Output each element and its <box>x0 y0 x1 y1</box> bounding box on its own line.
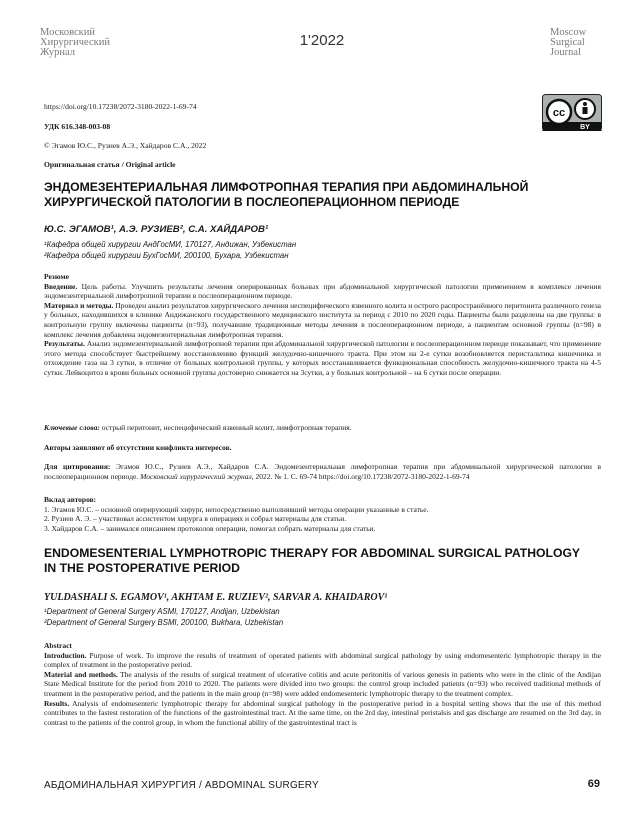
affiliation-ru-1: ¹Кафедра общей хирургии АндГосМИ, 170127, Андижан, Узбекистан <box>44 240 297 249</box>
logo-en-line2: Surgical <box>550 37 585 48</box>
doi-link[interactable]: https://doi.org/10.17238/2072-3180-2022-1-69-74 <box>44 102 197 111</box>
title-ru <box>44 180 604 210</box>
cite-text-1: Эгамов Ю.С., Рузиев А.Э., Хайдаров С.А. Эндомезентериальная лимфотропная терапия при абдоминальной хирургической патологии в послеоперационном периоде. <box>44 462 601 481</box>
conflict-statement: Авторы заявляют об отсутствии конфликта интересов. <box>44 443 232 452</box>
page-number: 69 <box>587 778 600 790</box>
affiliation-en-2: ²Department of General Surgery BSMI, 200100, Bukhara, Uzbekistan <box>44 618 284 627</box>
citation-ru <box>44 462 601 481</box>
methods-label: Материал и методы. <box>44 300 114 310</box>
logo-en-line1: Moscow <box>550 27 587 38</box>
abstract-results <box>44 699 601 728</box>
logo-ru-line3: Журнал <box>40 47 76 58</box>
affiliation-en-1: ¹Department of General Surgery ASMI, 170127, Andijan, Uzbekistan <box>44 607 280 616</box>
contrib-3: 3. Хайдаров С.А. – занимался описанием протоколов операции, помогал собрать материалы для статьи. <box>44 523 376 533</box>
issue-number: 1'2022 <box>299 32 345 49</box>
abstract-en <box>44 641 601 727</box>
contrib-2: 2. Рузиев А. Э. – участвовал ассистентом хирурга в операциях и собрал материалы для статьи. <box>44 514 347 524</box>
by-label: BY <box>580 124 590 131</box>
intro-label: Введение. <box>44 281 78 291</box>
article-type: Оригинальная статья / Original article <box>44 160 176 169</box>
methods-text-en: The analysis of the results of surgical treatment of ulcerative colitis and acute peritonitis of various genesis in patients who were in the clinic of the Andijan State Medical Institute for the period from 2010 to 2020. The patients were divided into two groups: the control group included patients (n=93) who received traditional methods of treatment in the postoperative period, and the patients in the main group (n=98) were added endomesenteric lymphotropic therapy to the treatment complex. <box>44 669 601 698</box>
authors-en: YULDASHALI S. EGAMOV¹, AKHTAM E. RUZIEV², SARVAR A. KHAIDAROV¹ <box>44 592 388 603</box>
title-ru-line2: ХИРУРГИЧЕСКОЙ ПАТОЛОГИИ В ПОСЛЕОПЕРАЦИОННОМ ПЕРИОДЕ <box>44 195 460 209</box>
intro-text: Цель работы. Улучшить результаты лечения оперированных больных при абдоминальной хирургической патологии применением в комплексе лечения эндомезентериальной лимфотропной терапии в послеоперационном периоде. <box>44 281 601 301</box>
person-icon <box>583 102 587 106</box>
methods-text: Проведен анализ результатов хирургического лечения неспецифического язвенного колита и острого распространённого перитонита различного генеза у больных, находившихся в клинике Андижанского государственного медицинского института за период с 2010 по 2020 годы. Пациенты были разделены на две группы: в контрольную группу включены пациенты (n=93), получавшие традиционные методы лечения в послеоперационном периоде, а пациентам основной группы (n=98) в комплекс лечения добавлена эндомезентериальная лимфотропная терапия. <box>44 300 601 339</box>
results-text-en: Analysis of endomesenteric lymphotropic therapy for abdominal surgical pathology in the postoperative period in a hospital setting shows that the use of this method contributes to the fastest restoration of the functions of the gastrointestinal tract. At the same time, on the 2rd day, intestinal peristalsis and gas discharge are resumed on the 3rd day, in contrast to the patients of the control group, in whom the functional ability of the gastrointestinal tract is <box>44 698 601 727</box>
title-en <box>44 546 604 576</box>
intro-label-en: Introduction. <box>44 650 87 660</box>
title-en-line1: ENDOMESENTERIAL LYMPHOTROPIC THERAPY FOR ABDOMINAL SURGICAL PATHOLOGY <box>44 546 581 560</box>
logo-en-line3: Journal <box>550 47 581 58</box>
keywords-text: острый перитонит, неспецифический язвенный колит, лимфотропная терапия. <box>99 423 352 432</box>
results-label: Результаты. <box>44 339 85 349</box>
results-text: Анализ эндомезентериальной лимфотропной терапии при абдоминальной хирургической патологии в послеоперационном периоде показывает, что применение этого метода способствует быстрейшему восстановлению функций желудочно-кишечного тракта. При этом на 2-е сутки возобновляется перистальтика кишечника и отхождение газа на 3 сутки, в отличие от больных контрольной группы, у которых восстанавливается функциональная способность желудочно-кишечного тракта на 4-5 сутки. Лейкоцитоз в крови больных основной группы достоверно снижается на 3сутки, а у больных контрольной – на 6 сутки после операции. <box>44 339 601 377</box>
logo-ru-line1: Московский <box>40 27 95 38</box>
results-label-en: Results. <box>44 698 70 708</box>
contrib-heading: Вклад авторов: <box>44 495 97 504</box>
cc-icon-text: cc <box>552 107 566 119</box>
resume-intro <box>44 282 601 301</box>
affiliation-ru-2: ²Кафедра общей хирургии БухГосМИ, 200100, Бухара, Узбекистан <box>44 251 289 260</box>
intro-text-en: Purpose of work. To improve the results of treatment of operated patients with abdominal surgical pathology by using endomesenteric lymphotropic therapy in the complex of treatment in the postoperative period. <box>44 650 601 670</box>
cite-label: Для цитирования: <box>44 462 111 471</box>
cc-by-license-badge[interactable] <box>542 94 602 140</box>
methods-label-en: Material and methods. <box>44 669 118 679</box>
udk: УДК 616.348-003-08 <box>44 122 111 131</box>
keywords-ru <box>44 423 601 433</box>
abstract-heading: Abstract <box>44 641 72 650</box>
abstract-intro <box>44 651 601 670</box>
resume-methods <box>44 301 601 339</box>
logo-ru-line2: Хирургический <box>40 37 110 48</box>
keywords-label: Ключевые слова: <box>44 423 100 432</box>
section-footer: АБДОМИНАЛЬНАЯ ХИРУРГИЯ / ABDOMINAL SURGERY <box>44 780 319 791</box>
authors-ru: Ю.С. ЭГАМОВ¹, А.Э. РУЗИЕВ², С.А. ХАЙДАРОВ¹ <box>44 224 269 235</box>
cite-text-2: , 2022. № 1. С. 69-74 https://doi.org/10.17238/2072-3180-2022-1-69-74 <box>251 471 470 481</box>
cite-journal: Московский хирургический журнал <box>140 471 252 481</box>
journal-logo-en <box>550 28 586 58</box>
title-en-line2: IN THE POSTOPERATIVE PERIOD <box>44 561 240 575</box>
contrib-1: 1. Эгамов Ю.С. – основной оперирующий хирург, непосредственно выполнявший методы операции указанные в статье. <box>44 504 429 514</box>
contributions-ru <box>44 495 601 533</box>
resume-heading: Резюме <box>44 272 69 281</box>
copyright: © Эгамов Ю.С., Рузиев А.Э., Хайдаров С.А., 2022 <box>44 141 207 150</box>
abstract-methods <box>44 670 601 699</box>
title-ru-line1: ЭНДОМЕЗЕНТЕРИАЛЬНАЯ ЛИМФОТРОПНАЯ ТЕРАПИЯ ПРИ АБДОМИНАЛЬНОЙ <box>44 180 529 194</box>
resume-ru <box>44 272 601 378</box>
resume-results <box>44 339 601 377</box>
